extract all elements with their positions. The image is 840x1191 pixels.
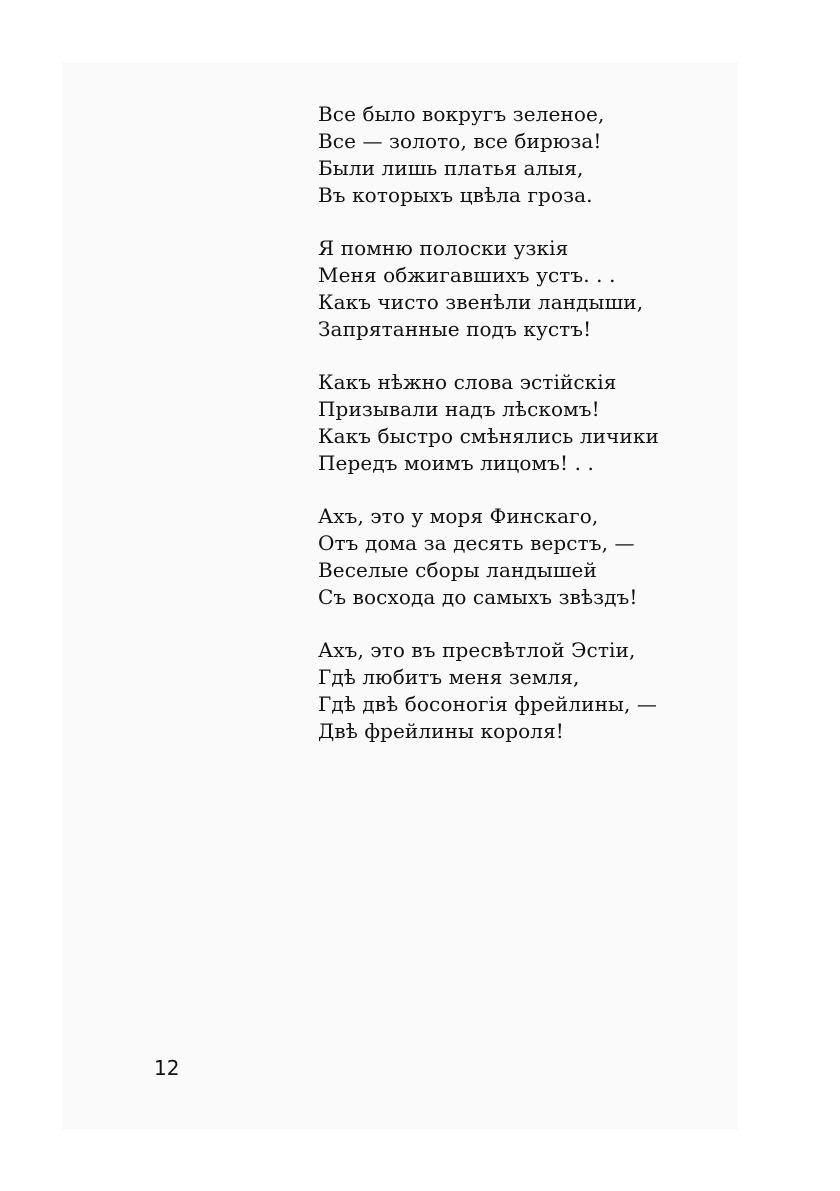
poem-line: Все было вокругъ зеленое, <box>318 102 605 126</box>
poem-line: Какъ чисто звенѣли ландыши, <box>318 290 644 314</box>
poem-line: Передъ моимъ лицомъ! . . <box>318 451 594 475</box>
poem-line: Въ которыхъ цвѣла гроза. <box>318 183 593 207</box>
poem-line: Какъ быстро смѣнялись личики <box>318 424 659 448</box>
poem-line: Я помню полоски узкія <box>318 236 569 260</box>
poem-line: Были лишь платья алыя, <box>318 156 584 180</box>
poem-line: Все — золото, все бирюза! <box>318 129 602 153</box>
poem-line: Гдѣ любитъ меня земля, <box>318 665 580 689</box>
poem-line: Ахъ, это въ пресвѣтлой Эстіи, <box>318 638 636 662</box>
poem-line: Меня обжигавшихъ устъ. . . <box>318 263 616 287</box>
stanza-4 <box>318 503 659 611</box>
poem-line: Веселые сборы ландышей <box>318 558 597 582</box>
stanza-5 <box>318 637 659 745</box>
poem-line: Ахъ, это у моря Финскаго, <box>318 504 599 528</box>
poem-line: Какъ нѣжно слова эстійскія <box>318 370 617 394</box>
stanza-3 <box>318 369 659 477</box>
poem-line: Запрятанные подъ кустъ! <box>318 317 592 341</box>
poem-line: Отъ дома за десять верстъ, — <box>318 531 635 555</box>
page-number: 12 <box>154 1056 180 1080</box>
poem-body <box>318 101 659 771</box>
stanza-1 <box>318 101 659 209</box>
poem-line: Съ восхода до самыхъ звѣздъ! <box>318 585 638 609</box>
poem-line: Гдѣ двѣ босоногія фрейлины, — <box>318 692 658 716</box>
poem-line: Двѣ фрейлины короля! <box>318 719 564 743</box>
poem-line: Призывали надъ лѣскомъ! <box>318 397 600 421</box>
stanza-2 <box>318 235 659 343</box>
